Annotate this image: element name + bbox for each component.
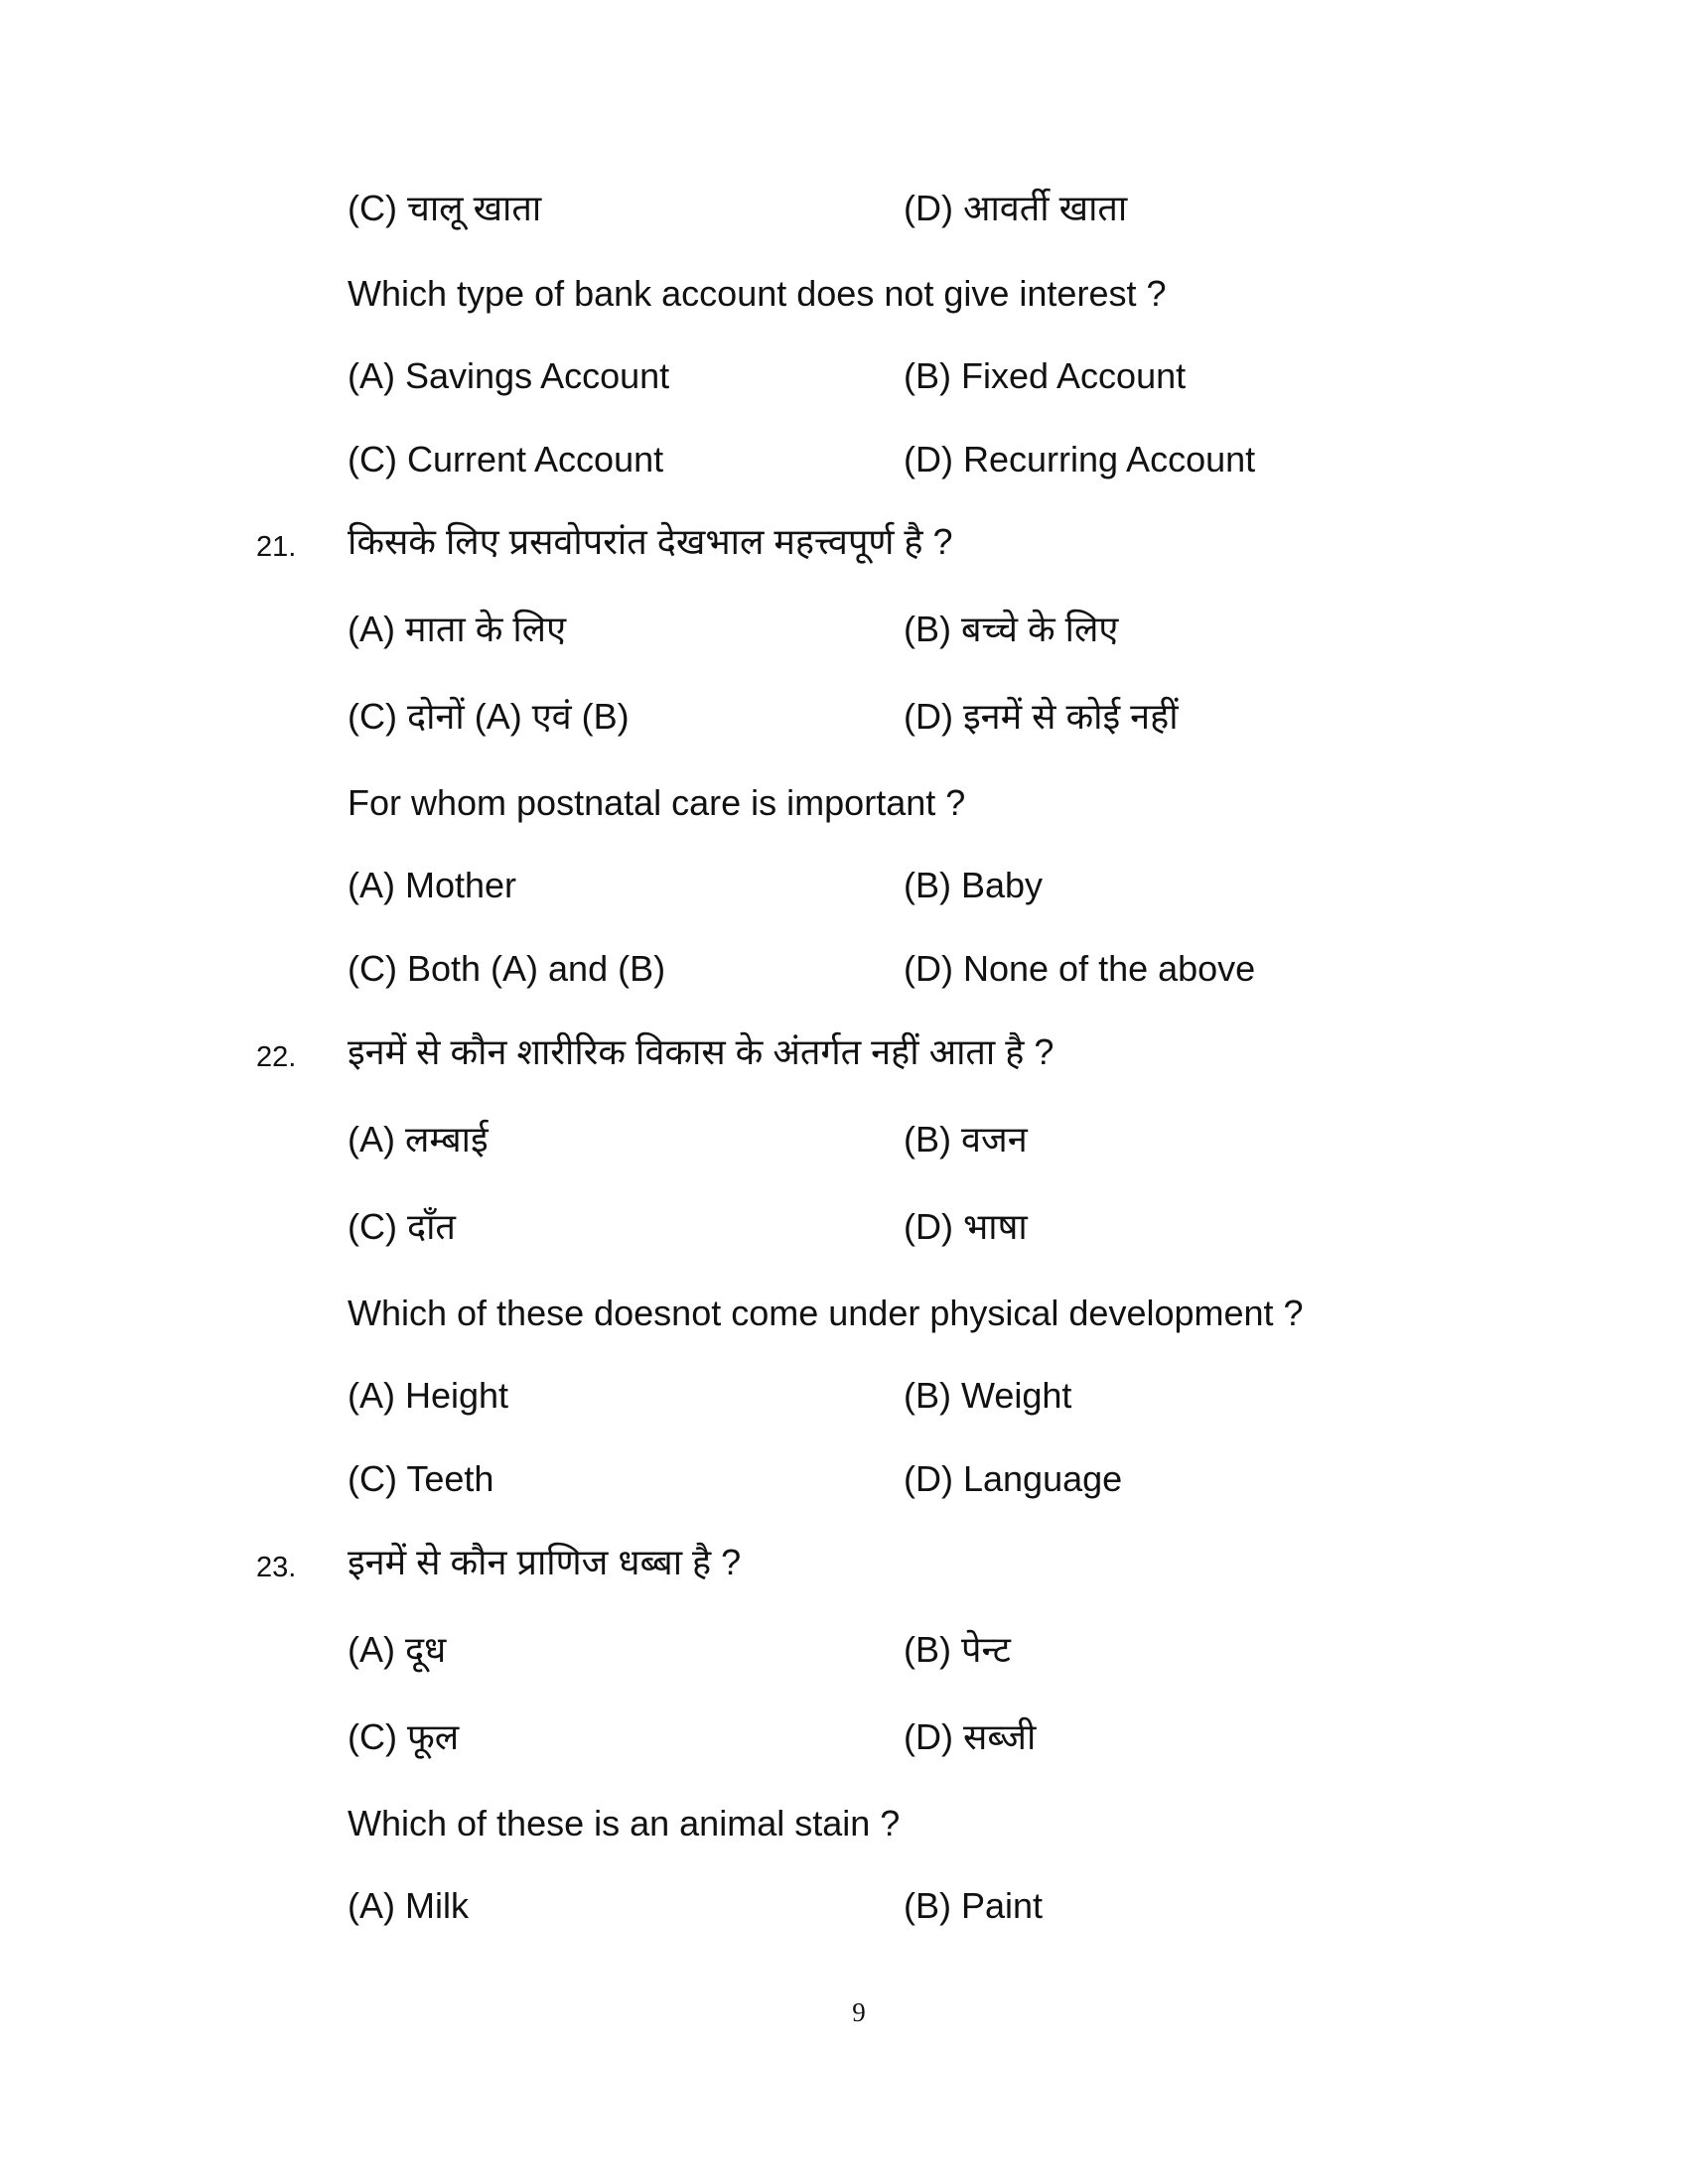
option-c-english: (C) Teeth (348, 1458, 494, 1499)
option-b-english: (B) Paint (904, 1885, 1044, 1926)
page-number: 9 (852, 1997, 866, 2027)
option-d-hindi: (D) भाषा (904, 1206, 1028, 1247)
option-b-hindi: (B) वजन (904, 1119, 1028, 1160)
option-a-hindi: (A) माता के लिए (348, 609, 566, 649)
option-d-hindi: (D) आवर्ती खाता (904, 188, 1128, 228)
option-d-english: (D) Recurring Account (904, 439, 1256, 479)
option-a-english: (A) Height (348, 1375, 509, 1416)
question-text-hindi: किसके लिए प्रसवोपरांत देखभाल महत्त्वपूर्ण है ? (348, 521, 953, 562)
question-text-english: Which of these doesnot come under physical development ? (348, 1293, 1304, 1333)
option-a-english: (A) Mother (348, 865, 517, 905)
question-text-hindi: इनमें से कौन प्राणिज धब्बा है ? (348, 1542, 742, 1582)
option-d-english: (D) None of the above (904, 948, 1256, 989)
question-number: 22. (256, 1041, 297, 1073)
option-a-hindi: (A) दूध (348, 1629, 447, 1670)
question-text-english: Which type of bank account does not give interest ? (348, 273, 1167, 314)
option-c-hindi: (C) दाँत (348, 1206, 456, 1247)
option-d-hindi: (D) इनमें से कोई नहीं (904, 696, 1179, 737)
option-c-hindi: (C) फूल (348, 1716, 460, 1757)
question-text-hindi: इनमें से कौन शारीरिक विकास के अंतर्गत नहीं आता है ? (348, 1031, 1055, 1072)
question-number: 21. (256, 531, 297, 563)
question-text-english: Which of these is an animal stain ? (348, 1803, 901, 1843)
option-c-english: (C) Both (A) and (B) (348, 948, 666, 989)
option-c-english: (C) Current Account (348, 439, 664, 479)
option-b-english: (B) Fixed Account (904, 355, 1187, 396)
option-a-hindi: (A) लम्बाई (348, 1119, 489, 1160)
option-b-english: (B) Baby (904, 865, 1044, 905)
option-d-hindi: (D) सब्जी (904, 1716, 1037, 1757)
option-c-hindi: (C) चालू खाता (348, 188, 542, 228)
option-a-english: (A) Savings Account (348, 355, 670, 396)
question-number: 23. (256, 1552, 297, 1583)
option-b-hindi: (B) पेन्ट (904, 1629, 1011, 1670)
option-c-hindi: (C) दोनों (A) एवं (B) (348, 696, 630, 737)
option-b-english: (B) Weight (904, 1375, 1072, 1416)
option-d-english: (D) Language (904, 1458, 1123, 1499)
question-text-english: For whom postnatal care is important ? (348, 782, 966, 823)
option-b-hindi: (B) बच्चे के लिए (904, 609, 1119, 649)
option-a-english: (A) Milk (348, 1885, 469, 1926)
